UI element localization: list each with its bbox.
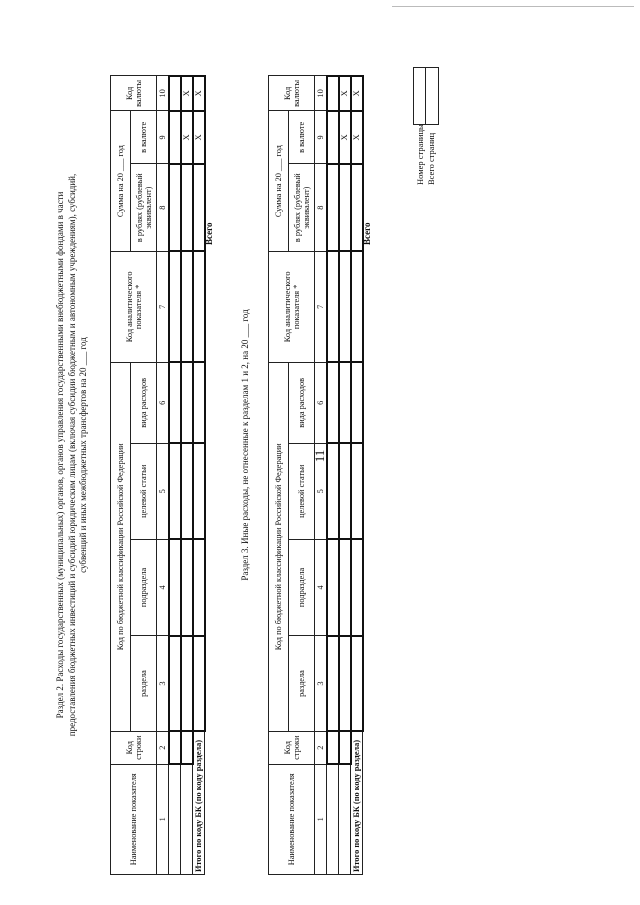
num-2: 2 <box>157 731 169 764</box>
hdr-analytic: Код аналитического показателя * <box>111 251 157 362</box>
num-1: 1 <box>157 764 169 874</box>
total-pages-cell <box>426 68 438 124</box>
num-7: 7 <box>157 251 169 362</box>
hdr-name: Наименование показателя <box>111 764 157 874</box>
page-no-label: Номер страницы <box>415 124 425 185</box>
num-3: 3 <box>157 636 169 732</box>
num-5: 5 <box>157 443 169 539</box>
hdr-line-code: Код строки <box>111 731 157 764</box>
page-number: 11 <box>312 449 327 463</box>
x-mark: X <box>351 76 363 111</box>
num-8: 8 <box>315 164 327 252</box>
section2-table <box>110 75 206 875</box>
hdr-currency: в валюте <box>131 111 157 164</box>
hdr-target: целевой статьи <box>289 443 315 539</box>
page-info-box <box>413 67 439 125</box>
section3-grand-total: Всего <box>362 222 372 245</box>
section2-grand-total: Всего <box>204 222 214 245</box>
total-row <box>193 76 205 875</box>
num-10: 10 <box>157 76 169 111</box>
num-8: 8 <box>157 164 169 252</box>
hdr-sum: Сумма на 20 ___ год <box>269 111 289 252</box>
num-5: 5 <box>315 443 327 539</box>
section2-title-line3: субвенций и иных межбюджетных трансфертов на 20 ___ год <box>78 337 88 573</box>
num-6: 6 <box>157 362 169 443</box>
x-mark: X <box>193 111 205 164</box>
page-info-labels <box>415 124 437 185</box>
section2-title <box>55 155 90 755</box>
hdr-currency: в валюте <box>289 111 315 164</box>
section3-table <box>268 75 364 875</box>
x-mark: X <box>351 111 363 164</box>
hdr-analytic: Код аналитического показателя * <box>269 251 315 362</box>
x-mark: X <box>193 76 205 111</box>
section2-title-line1: Раздел 2. Расходы государственных (муниципальных) органов, органов управления государственными внебюджетными фондами в части <box>55 191 65 719</box>
total-row <box>351 76 363 875</box>
section2-total-label: Итого по коду БК (по коду раздела) <box>193 731 205 874</box>
x-mark: X <box>181 76 193 111</box>
num-7: 7 <box>315 251 327 362</box>
num-4: 4 <box>315 539 327 636</box>
hdr-bk-code: Код по бюджетной классификации Российской Федерации <box>269 362 289 731</box>
hdr-sum: Сумма на 20 ___ год <box>111 111 131 252</box>
hdr-currency-code: Код валюты <box>111 76 157 111</box>
hdr-expense-type: вида расходов <box>289 362 315 443</box>
hdr-line-code: Код строки <box>269 731 315 764</box>
num-10: 10 <box>315 76 327 111</box>
num-4: 4 <box>157 539 169 636</box>
num-3: 3 <box>315 636 327 732</box>
hdr-name: Наименование показателя <box>269 764 315 874</box>
hdr-bk-code: Код по бюджетной классификации Российской Федерации <box>111 362 131 731</box>
section2-title-line2: предоставления бюджетных инвестиций и субсидий юридическим лицам (включая субсидии бюджетным и автономным учреждениям), субсидий, <box>66 173 77 737</box>
x-mark: X <box>181 111 193 164</box>
hdr-razdel: раздела <box>131 636 157 732</box>
hdr-razdel: раздела <box>289 636 315 732</box>
x-mark: X <box>339 76 351 111</box>
page-no-cell <box>414 68 426 124</box>
num-2: 2 <box>315 731 327 764</box>
num-9: 9 <box>315 111 327 164</box>
hdr-podrazdel: подраздела <box>131 539 157 636</box>
num-9: 9 <box>157 111 169 164</box>
table-row <box>169 76 181 875</box>
hdr-target: целевой статьи <box>131 443 157 539</box>
hdr-podrazdel: подраздела <box>289 539 315 636</box>
hdr-rub: в рублях (рублевый эквивалент) <box>289 164 315 252</box>
table-row <box>339 76 351 875</box>
hdr-rub: в рублях (рублевый эквивалент) <box>131 164 157 252</box>
total-pages-label: Всего страниц <box>426 132 436 185</box>
section3-total-label: Итого по коду БК (по коду раздела) <box>351 731 363 874</box>
table-row <box>181 76 193 875</box>
section3-title: Раздел 3. Иные расходы, не отнесенные к разделам 1 и 2, на 20 ___ год <box>240 309 250 581</box>
x-mark: X <box>339 111 351 164</box>
table-row <box>327 76 339 875</box>
num-6: 6 <box>315 362 327 443</box>
hdr-currency-code: Код валюты <box>269 76 315 111</box>
num-1: 1 <box>315 764 327 874</box>
hdr-expense-type: вида расходов <box>131 362 157 443</box>
